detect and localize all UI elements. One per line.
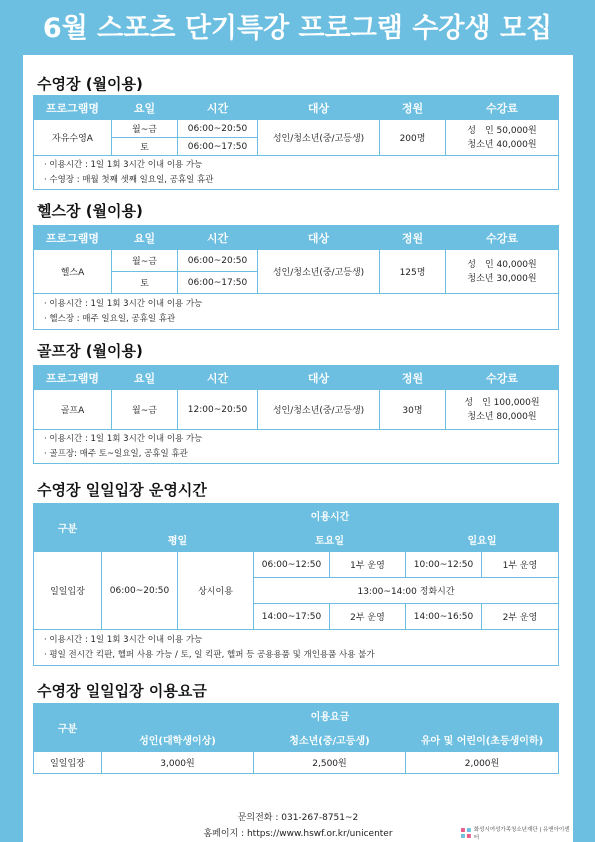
row-label: 일일입장 [34,552,102,630]
daily-fee-section-title: 수영장 일일입장 이용요금 [37,682,207,700]
golf-section-title: 골프장 (월이용) [37,342,143,360]
fee-cell [446,120,559,156]
sat-session-2-time: 14:00~17:50 [254,604,330,630]
homepage-link[interactable]: 홈페이지 : https://www.hswf.or.kr/unicenter [203,829,393,839]
header-target: 대상 [258,226,380,250]
sun-session-1-label: 1부 운영 [482,552,559,578]
header-usage-time: 이용시간 [102,504,559,528]
youth-fee: 2,500원 [254,752,406,774]
header-target: 대상 [258,96,380,120]
program-name: 헬스A [34,250,112,294]
header-saturday: 토요일 [254,528,406,552]
target-cell: 성인/청소년(중/고등생) [258,390,380,430]
day-cell: 토 [112,272,178,294]
page-title: 6월 스포츠 단기특강 프로그램 수강생 모집 [42,13,553,44]
day-cell: 월~금 [112,120,178,138]
target-cell: 성인/청소년(중/고등생) [258,120,380,156]
daily-hours-table [33,503,559,666]
header-child: 유아 및 어린이(초등생이하) [406,728,559,752]
capacity-cell: 200명 [380,120,446,156]
header-target: 대상 [258,366,380,390]
capacity-cell: 125명 [380,250,446,294]
notes-cell [34,430,559,464]
program-name: 자유수영A [34,120,112,156]
capacity-cell: 30명 [380,390,446,430]
header-time: 시간 [178,366,258,390]
target-cell: 성인/청소년(중/고등생) [258,250,380,294]
header-time: 시간 [178,226,258,250]
note-line: · 이용시간 : 1일 1회 3시간 이내 이용 가능 [44,634,203,645]
fee-adult: 성 인 50,000원 [467,125,537,136]
weekday-time: 06:00~20:50 [102,552,178,630]
foundation-logo [461,825,573,841]
program-name: 골프A [34,390,112,430]
note-line: · 이용시간 : 1일 1회 3시간 이내 이용 가능 [44,298,203,309]
header-youth: 청소년(중/고등생) [254,728,406,752]
adult-fee: 3,000원 [102,752,254,774]
time-cell: 12:00~20:50 [178,390,258,430]
child-fee: 2,000원 [406,752,559,774]
time-cell: 06:00~17:50 [178,138,258,156]
day-cell: 월~금 [112,390,178,430]
sat-session-1-label: 1부 운영 [330,552,406,578]
header-program: 프로그램명 [34,366,112,390]
notes-cell [34,630,559,666]
header-category: 구분 [34,504,102,552]
time-cell: 06:00~20:50 [178,120,258,138]
header-day: 요일 [112,96,178,120]
contact-phone: 문의전화 : 031-267-8751~2 [237,813,359,823]
pool-section-title: 수영장 (월이용) [37,75,143,93]
header-fee: 수강료 [446,226,559,250]
foundation-logo-icon [461,828,471,838]
golf-table [33,365,559,464]
header-program: 프로그램명 [34,96,112,120]
weekday-note: 상시이용 [178,552,254,630]
day-cell: 월~금 [112,250,178,272]
header-time: 시간 [178,96,258,120]
day-cell: 토 [112,138,178,156]
header-capacity: 정원 [380,226,446,250]
note-line: · 골프장: 매주 토~일요일, 공휴일 휴관 [44,448,188,459]
fee-cell [446,250,559,294]
fee-adult: 성 인 100,000원 [464,397,540,408]
fee-adult: 성 인 40,000원 [467,259,537,270]
header-adult: 성인(대학생이상) [102,728,254,752]
daily-hours-section-title: 수영장 일일입장 운영시간 [37,481,207,499]
cleaning-time: 13:00~14:00 정화시간 [254,578,559,604]
time-cell: 06:00~20:50 [178,250,258,272]
header-capacity: 정원 [380,366,446,390]
note-line: · 이용시간 : 1일 1회 3시간 이내 이용 가능 [44,433,203,444]
sat-session-2-label: 2부 운영 [330,604,406,630]
sun-session-2-time: 14:00~16:50 [406,604,482,630]
gym-section-title: 헬스장 (월이용) [37,202,143,220]
header-category: 구분 [34,704,102,752]
header-day: 요일 [112,226,178,250]
header-fee: 수강료 [446,96,559,120]
fee-youth: 청소년 30,000원 [467,273,537,284]
notes-cell [34,156,559,190]
fee-youth: 청소년 40,000원 [467,139,537,150]
header-sunday: 일요일 [406,528,559,552]
row-label: 일일입장 [34,752,102,774]
header-fee: 수강료 [446,366,559,390]
sun-session-2-label: 2부 운영 [482,604,559,630]
gym-table [33,225,559,330]
content-card [23,55,573,842]
header-weekday: 평일 [102,528,254,552]
sat-session-1-time: 06:00~12:50 [254,552,330,578]
note-line: · 평일 전시간 킥판, 헬퍼 사용 가능 / 토, 일 킥판, 헬퍼 등 공용용품 및 개인용품 사용 불가 [44,649,375,660]
note-line: · 수영장 : 매월 첫째 셋째 일요일, 공휴일 휴관 [44,174,214,185]
fee-youth: 청소년 80,000원 [467,411,537,422]
header-capacity: 정원 [380,96,446,120]
notes-cell [34,294,559,330]
header-day: 요일 [112,366,178,390]
header-fee: 이용요금 [102,704,559,728]
header-program: 프로그램명 [34,226,112,250]
sun-session-1-time: 10:00~12:50 [406,552,482,578]
foundation-logo-text: 화성시여성가족청소년재단 | 유앤아이센터 [473,827,570,841]
time-cell: 06:00~17:50 [178,272,258,294]
note-line: · 헬스장 : 매주 일요일, 공휴일 휴관 [44,313,176,324]
daily-fee-table [33,703,559,774]
fee-cell [446,390,559,430]
note-line: · 이용시간 : 1일 1회 3시간 이내 이용 가능 [44,159,203,170]
pool-table [33,95,559,190]
